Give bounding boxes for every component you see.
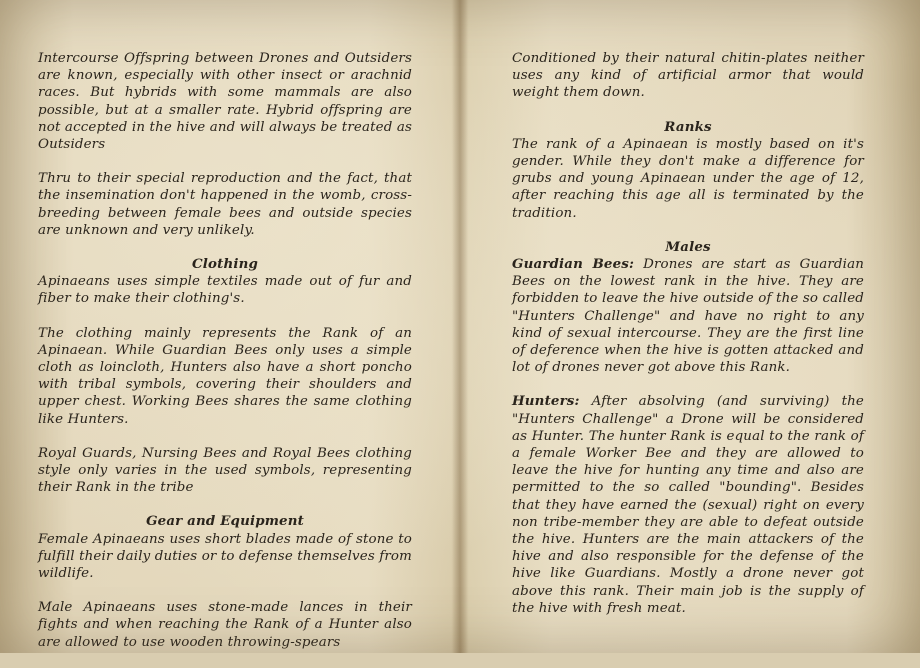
paragraph-rank-gender: The rank of a Apinaean is mostly based on it's gender. While they don't make a difference for grubs and young Apinaean under the age of 12, after reaching this age all is terminated by the tradition. <box>512 136 864 221</box>
left-page <box>38 50 412 668</box>
heading-clothing: Clothing <box>192 256 258 273</box>
paragraph-royal-clothing: Royal Guards, Nursing Bees and Royal Bees clothing style only varies in the used symbols, representing their Rank in the tribe <box>38 445 412 496</box>
term-hunters: Hunters: <box>512 393 580 410</box>
paragraph-guardian-bees <box>512 256 864 376</box>
paragraph-armor: Conditioned by their natural chitin-plates neither uses any kind of artificial armor that would weight them down. <box>512 51 864 101</box>
paragraph-crossbreeding: Thru to their special reproduction and the fact, that the insemination don't happened in the womb, cross-breeding between female bees and outside species are unknown and very unlikely. <box>38 171 412 238</box>
heading-gear: Gear and Equipment <box>146 513 304 530</box>
paragraph-female-gear: Female Apinaeans uses short blades made of stone to fulfill their daily duties or to defense themselves from wildlife. <box>38 531 412 582</box>
paragraph-male-gear: Male Apinaeans uses stone-made lances in their fights and when reaching the Rank of a Hunter also are allowed to use wooden throwing-spears <box>38 600 412 650</box>
paragraph-hunters <box>512 393 864 617</box>
heading-males: Males <box>665 238 711 255</box>
text-hunters: After absolving (and surviving) the "Hunters Challenge" a Drone will be considered as Hunter. The hunter Rank is equal to the rank of a female Worker Bee and they are allowed to leave the hive for hunting any time and also are permitted to the so called "bounding". Besides that they have earned the (sexual) right on every non tribe-member they are able to defeat outside the hive. Hunters are the main attackers of the hive and also responsible for the defense of the hive like Guardians. Mostly a drone never got above this rank. Their main job is the supply of the hive with fresh meat. <box>512 394 864 616</box>
paragraph-offspring: Intercourse Offspring between Drones and Outsiders are known, especially with other insect or arachnid races. But hybrids with some mammals are also possible, but at a smaller rate. Hybrid offspring are not accepted in the hive and will always be treated as Outsiders <box>38 51 412 153</box>
text-guardian-bees: Drones are start as Guardian Bees on the lowest rank in the hive. They are forbidden to leave the hive outside of the so called "Hunters Challenge" and have no right to any kind of sexual intercourse. They are the first line of deference when the hive is gotten attacked and lot of drones never got above this Rank. <box>512 257 864 376</box>
paragraph-clothing-rank: The clothing mainly represents the Rank of an Apinaean. While Guardian Bees only uses a simple cloth as loincloth, Hunters also have a short poncho with tribal symbols, covering their shoulders and upper chest. Working Bees shares the same clothing like Hunters. <box>38 325 412 427</box>
book-gutter <box>452 0 468 653</box>
term-guardian-bees: Guardian Bees: <box>512 256 635 273</box>
heading-ranks: Ranks <box>664 118 712 135</box>
paragraph-textiles: Apinaeans uses simple textiles made out of fur and fiber to make their clothing's. <box>38 274 412 307</box>
right-page <box>512 50 864 634</box>
